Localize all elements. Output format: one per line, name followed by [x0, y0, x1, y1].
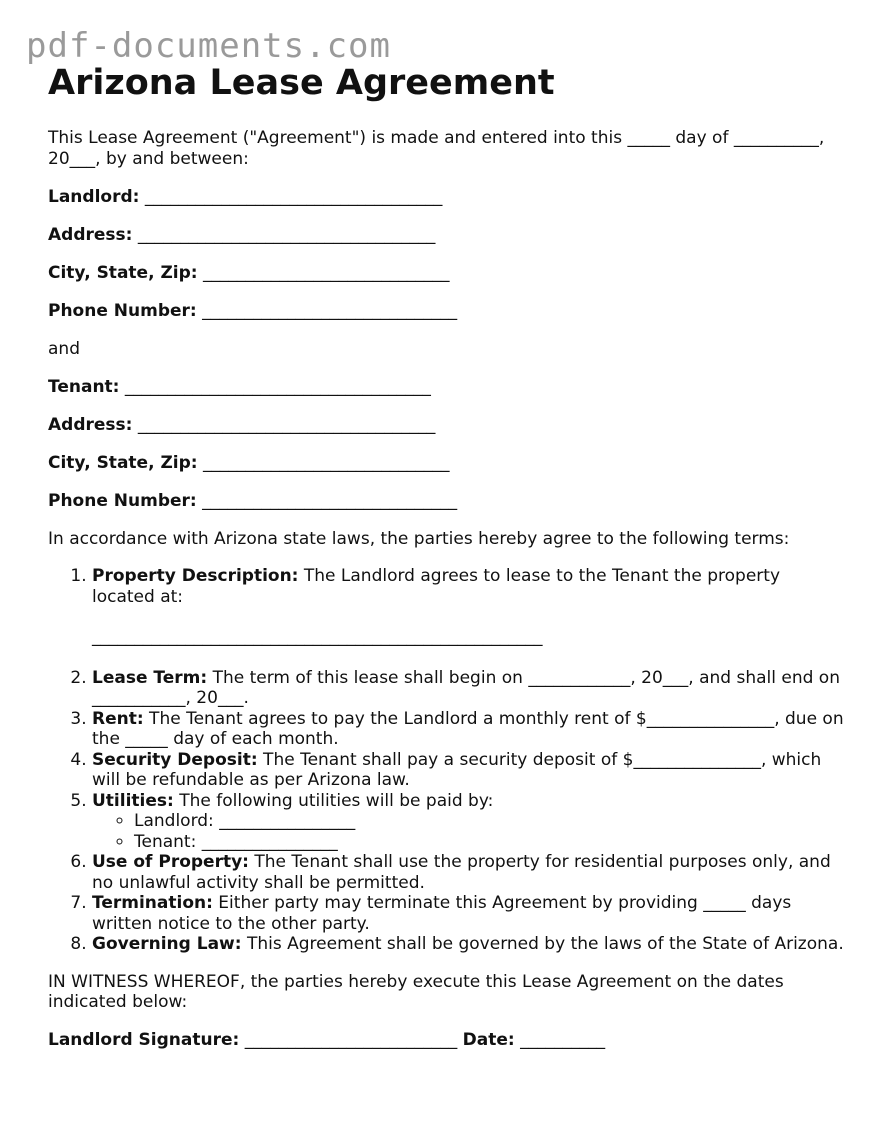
term-property: [92, 566, 848, 648]
tenant-name-blank[interactable]: ____________________________________: [124, 376, 431, 397]
signature-row: [48, 1030, 848, 1051]
term-law-label: Governing Law:: [92, 934, 242, 954]
term-rent-text: The Tenant agrees to pay the Landlord a monthly rent of $_______________, due on the _____ day of each month.: [92, 708, 844, 749]
tenant-name-label: Tenant:: [48, 376, 120, 397]
tenant-phone-field: [48, 491, 848, 512]
witness-paragraph: IN WITNESS WHEREOF, the parties hereby execute this Lease Agreement on the dates indicated below:: [48, 971, 784, 1012]
term-termination: [92, 893, 848, 934]
term-deposit-text: The Tenant shall pay a security deposit of $_______________, which will be refundable as per Arizona law.: [92, 749, 822, 790]
and-text: and: [48, 338, 80, 359]
term-utilities-label: Utilities:: [92, 790, 174, 811]
tenant-address-field: [48, 415, 848, 436]
document-page: [48, 60, 848, 1051]
tenant-address-label: Address:: [48, 414, 133, 435]
watermark: pdf-documents.com: [26, 26, 391, 66]
landlord-address-blank[interactable]: ___________________________________: [137, 224, 436, 245]
page-title: Arizona Lease Agreement: [48, 63, 555, 103]
landlord-address-field: [48, 225, 848, 246]
utilities-sublist: [92, 811, 848, 852]
date-blank[interactable]: __________: [520, 1030, 606, 1050]
term-property-text: The Landlord agrees to lease to the Tenant the property located at:: [92, 566, 781, 607]
terms-intro: In accordance with Arizona state laws, the parties hereby agree to the following terms:: [48, 528, 790, 549]
term-law: [92, 934, 848, 955]
term-lease-text: The term of this lease shall begin on ____________, 20___, and shall end on ___________, 20___.: [92, 667, 840, 708]
term-lease-label: Lease Term:: [92, 667, 208, 688]
landlord-city-label: City, State, Zip:: [48, 262, 198, 283]
date-label: Date:: [462, 1030, 515, 1050]
term-lease: [92, 668, 848, 709]
tenant-name-field: [48, 377, 848, 398]
landlord-phone-label: Phone Number:: [48, 300, 197, 321]
term-property-label: Property Description:: [92, 566, 299, 586]
landlord-address-label: Address:: [48, 224, 133, 245]
terms-list: [48, 566, 848, 955]
tenant-phone-label: Phone Number:: [48, 490, 197, 511]
term-use-text: The Tenant shall use the property for residential purposes only, and no unlawful activity shall be permitted.: [92, 852, 831, 893]
landlord-phone-field: [48, 301, 848, 322]
landlord-phone-blank[interactable]: ______________________________: [202, 300, 458, 321]
property-address-blank[interactable]: _____________________________________________________: [92, 627, 543, 647]
utilities-tenant: ◦ Tenant: ________________: [134, 832, 848, 853]
landlord-name-blank[interactable]: ___________________________________: [144, 186, 443, 207]
landlord-city-field: [48, 263, 848, 284]
intro-paragraph: This Lease Agreement ("Agreement") is made and entered into this _____ day of __________, 20___, by and between:: [48, 128, 825, 169]
term-termination-text: Either party may terminate this Agreement by providing _____ days written notice to the other party.: [92, 893, 792, 934]
landlord-name-label: Landlord:: [48, 186, 140, 207]
tenant-phone-blank[interactable]: ______________________________: [202, 490, 458, 511]
term-deposit: [92, 750, 848, 791]
signature-label: Landlord Signature:: [48, 1030, 240, 1050]
term-rent-label: Rent:: [92, 708, 144, 729]
term-law-text: This Agreement shall be governed by the laws of the State of Arizona.: [241, 934, 844, 954]
term-utilities: [92, 791, 848, 853]
term-termination-label: Termination:: [92, 893, 213, 913]
utilities-landlord: ◦ Landlord: ________________: [134, 811, 848, 832]
term-use-label: Use of Property:: [92, 852, 249, 872]
signature-blank[interactable]: _________________________: [244, 1030, 458, 1050]
tenant-city-label: City, State, Zip:: [48, 452, 198, 473]
term-rent: [92, 709, 848, 750]
tenant-city-field: [48, 453, 848, 474]
term-use: [92, 852, 848, 893]
term-utilities-text: The following utilities will be paid by:: [173, 790, 494, 811]
landlord-city-blank[interactable]: _____________________________: [202, 262, 450, 283]
tenant-city-blank[interactable]: _____________________________: [202, 452, 450, 473]
term-deposit-label: Security Deposit:: [92, 749, 258, 770]
tenant-address-blank[interactable]: ___________________________________: [137, 414, 436, 435]
landlord-name-field: [48, 187, 848, 208]
